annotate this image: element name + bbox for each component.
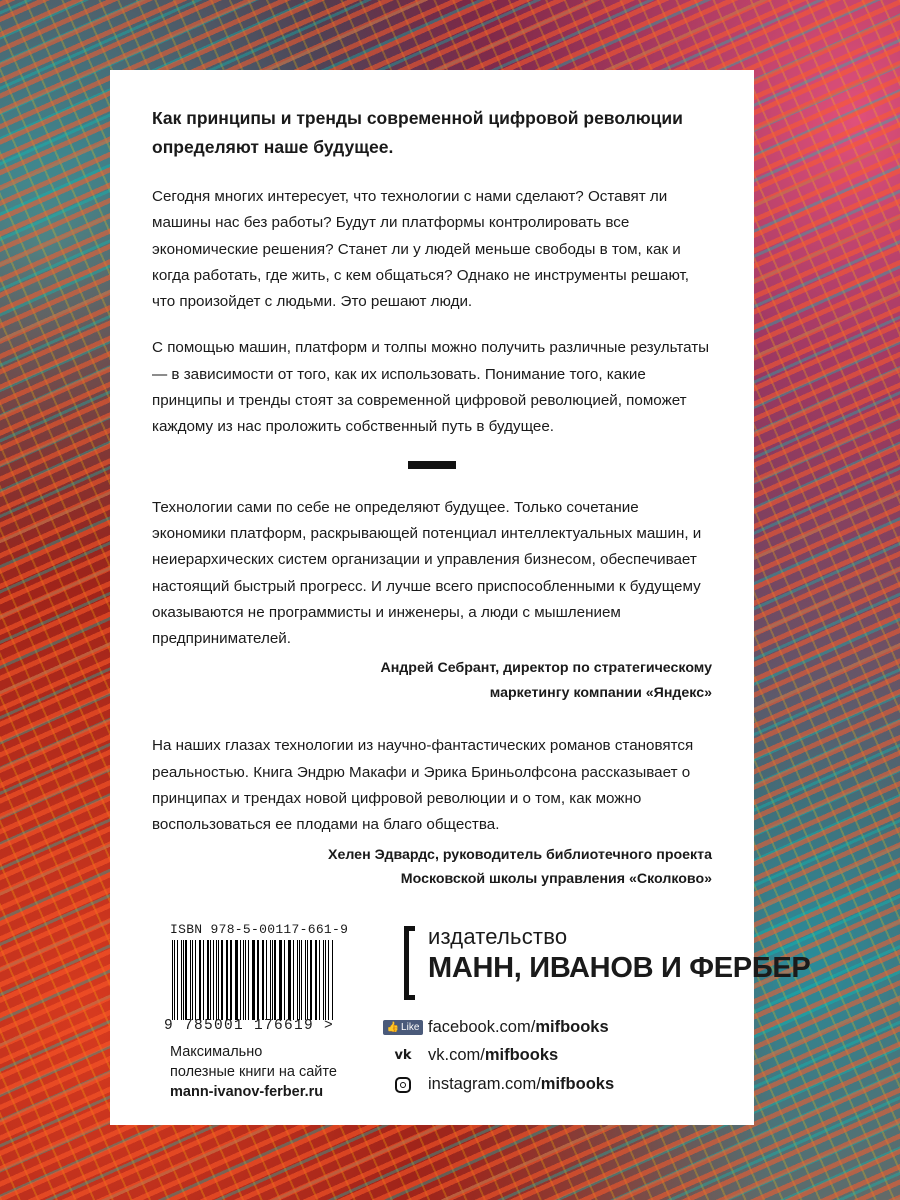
barcode-bar (200, 940, 201, 1020)
barcode-bar (172, 940, 173, 1020)
barcode-bar (252, 940, 253, 1020)
barcode-bar (305, 940, 306, 1020)
vk-link[interactable] (382, 1046, 702, 1065)
body-paragraph-2: С помощью машин, платформ и толпы можно получить различные результаты — в зависимости от того, как их использовать. Понимание того, какие принципы и тренды стоят за современной цифровой революцией, поможет каждому из нас проложить собственный путь в будущее. (152, 339, 710, 436)
barcode-bar (213, 940, 214, 1020)
barcode-bar (263, 940, 264, 1020)
barcode-bar (190, 940, 191, 1020)
quote-1-attribution-line1: Андрей Себрант, директор по стратегическому (380, 660, 712, 677)
promo-site-link[interactable]: mann-ivanov-ferber.ru (170, 1084, 324, 1100)
barcode-bar (299, 940, 300, 1020)
barcode-bar (315, 940, 316, 1020)
instagram-handle: mifbooks (540, 1075, 615, 1093)
isbn-label: ISBN 978-5-00117-661-9 (170, 922, 349, 937)
vk-url-prefix: vk.com/ (428, 1046, 485, 1064)
promo-text (170, 1042, 337, 1102)
barcode-bar (316, 940, 317, 1020)
barcode-bar (310, 940, 312, 1020)
barcode-bar (328, 940, 329, 1020)
barcode-bar (177, 940, 178, 1020)
barcode-bar (307, 940, 308, 1020)
facebook-link[interactable] (382, 1018, 702, 1037)
barcode-bar (274, 940, 275, 1020)
barcode-bar (195, 940, 196, 1020)
barcode-bar (218, 940, 219, 1020)
barcode-digits: 9 785001 176619 > (164, 1018, 335, 1034)
quote-1-attribution (152, 656, 712, 705)
barcode-bar (245, 940, 246, 1020)
barcode-bar (288, 940, 289, 1020)
barcode-bar (235, 940, 236, 1020)
imprint-block (164, 922, 811, 1102)
publisher-name: МАНН, ИВАНОВ И ФЕРБЕР (428, 952, 811, 984)
barcode-bar (199, 940, 200, 1020)
promo-line-2: полезные книги на сайте (170, 1064, 337, 1080)
quote-2-attribution (152, 843, 712, 892)
section-divider (408, 461, 456, 469)
barcode-bar (221, 940, 222, 1020)
quote-2-attribution-line2: Московской школы управления «Сколково» (400, 871, 712, 888)
barcode-bar (236, 940, 237, 1020)
barcode-bar (253, 940, 255, 1020)
barcode-bar (203, 940, 204, 1020)
barcode-bar (293, 940, 294, 1020)
quote-1-text: Технологии сами по себе не определяют будущее. Только сочетание экономики платформ, раскрывающей потенциал интеллектуальных машин, и неиерархических систем организации и управления бизнесом, обеспечивает настоящий быстрый прогресс. И лучше всего приспособленными к будущему оказываются не программисты и инженеры, а люди с мышлением предпринимателей. (152, 498, 702, 648)
barcode-bar (289, 940, 290, 1020)
quote-1-attribution-line2: маркетингу компании «Яндекс» (489, 684, 712, 701)
barcode-bar (181, 940, 182, 1020)
bracket-logo-mark (404, 926, 415, 1000)
barcode-bar (183, 940, 184, 1020)
barcode-bar (185, 940, 187, 1020)
barcode-bar (230, 940, 232, 1020)
isbn-barcode (172, 940, 334, 1020)
barcode-bar (243, 940, 244, 1020)
barcode-bar (266, 940, 267, 1020)
barcode-bar (174, 940, 175, 1020)
barcode-bar (332, 940, 333, 1020)
barcode-bar (270, 940, 271, 1020)
barcode-bar (207, 940, 209, 1020)
barcode-bar (262, 940, 263, 1020)
barcode-bar (210, 940, 211, 1020)
barcode-bar (192, 940, 193, 1020)
vk-icon: vk (394, 1048, 412, 1063)
instagram-link[interactable] (382, 1075, 702, 1094)
quote-2-attribution-line1: Хелен Эдвардс, руководитель библиотечного проекта (328, 846, 712, 863)
back-cover-text-panel (110, 70, 811, 1125)
facebook-like-icon: 👍 Like (383, 1020, 424, 1035)
barcode-bar (280, 940, 282, 1020)
barcode-bar (240, 940, 241, 1020)
barcode-bar (227, 940, 228, 1020)
barcode-bar (226, 940, 227, 1020)
barcode-bar (272, 940, 273, 1020)
barcode-bar (279, 940, 280, 1020)
barcode-bar (257, 940, 258, 1020)
barcode-bar (216, 940, 217, 1020)
quote-2-text: На наших глазах технологии из научно-фантастических романов становятся реальностью. Книга Эндрю Макафи и Эрика Бриньолфсона рассказывает о принципах и трендах новой цифровой революции и о том, как можно воспользоваться ее плодами на благо общества. (152, 737, 694, 834)
vk-handle: mifbooks (484, 1046, 559, 1064)
barcode-bar (301, 940, 302, 1020)
body-paragraph-1: Сегодня многих интересует, что технологии с нами сделают? Оставят ли машины нас без работы? Будут ли платформы контролировать все экономические решения? Станет ли у людей меньше свободы в том, как и когда работать, где жить, с кем общаться? Однако не инструменты решают, что произойдет с людьми. Это решают люди. (152, 188, 690, 311)
barcode-bar (319, 940, 320, 1020)
promo-line-1: Максимально (170, 1044, 263, 1060)
barcode-bar (297, 940, 298, 1020)
instagram-url-prefix: instagram.com/ (428, 1075, 541, 1093)
instagram-icon (395, 1077, 411, 1093)
facebook-handle: mifbooks (535, 1018, 609, 1036)
barcode-bar (284, 940, 285, 1020)
barcode-bar (323, 940, 324, 1020)
barcode-bar (248, 940, 249, 1020)
barcode-bar (325, 940, 326, 1020)
headline: Как принципы и тренды современной цифровой революции определяют наше будущее. (152, 108, 683, 157)
publisher-label: издательство (428, 924, 568, 949)
facebook-url-prefix: facebook.com/ (428, 1018, 536, 1036)
